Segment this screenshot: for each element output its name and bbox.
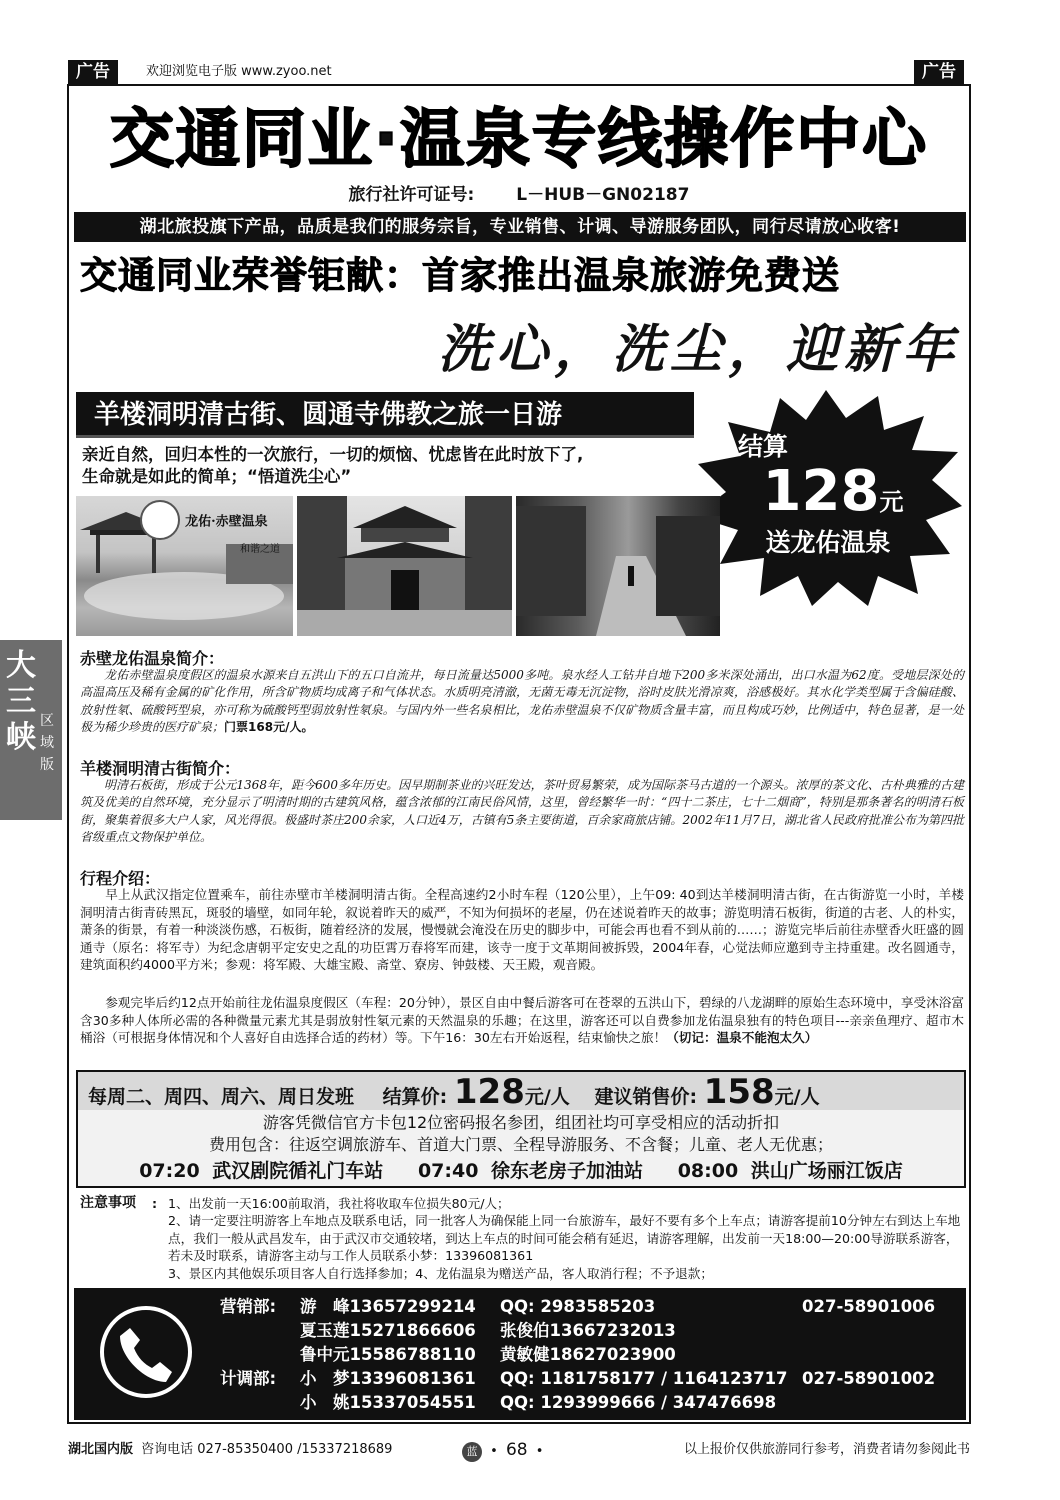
logo-seal-icon (140, 500, 180, 540)
footer-left (68, 1440, 392, 1460)
contact-qq: QQ: 2983585203 (500, 1297, 656, 1316)
promo-price: 128 (762, 459, 880, 524)
logo-name: 龙佑·赤壁温泉 (185, 514, 268, 530)
hot-spring-title: 赤壁龙佑温泉简介： (80, 649, 225, 668)
itinerary-warning: （切记：温泉不能泡太久） (666, 1030, 818, 1046)
footer-edition: 湖北国内版 (68, 1442, 134, 1457)
note-2: 2、请一定要注明游客上车地点及联系电话，同一批客人为确保能上同一台旅游车，最好不要有多个上车点；请游客提前10分钟左右到达上车地点，我们一般从武昌发车，由于武汉市交通较堵，到达上车点的时间可能会稍有延迟，请游客理解，出发前一天18:00—20:00导游联系游客，若未及时联系，请游客主动与工作人员联系小梦：13396081361 (168, 1213, 961, 1264)
street-icon (516, 496, 720, 636)
contact-qq: 黄敏健18627023900 (500, 1345, 676, 1364)
welcome-text: 欢迎浏览电子版 www.zyoo.net (146, 64, 332, 79)
pickup-stations (78, 1156, 964, 1186)
settle-price: 128 (453, 1072, 525, 1112)
footer-disclaimer: 以上报价仅供旅游同行参考，消费者请勿参阅此书 (683, 1442, 970, 1457)
pricing-header (78, 1072, 964, 1110)
promo-unit: 元 (879, 488, 904, 516)
contact-name: 鲁中元15586788110 (300, 1345, 476, 1364)
retail-unit: 元/人 (774, 1086, 820, 1108)
contact-name: 夏玉莲15271866606 (300, 1321, 476, 1340)
page-dot: • (490, 1444, 498, 1459)
license-line (70, 184, 968, 206)
footer-hotline: 咨询电话 027-85350400 /15337218689 (141, 1442, 393, 1457)
pricing-box (76, 1070, 966, 1188)
temple-photo (297, 496, 512, 636)
wechat-note: 游客凭微信官方卡包12位密码报名参团，组团社均可享受相应的活动折扣 (262, 1113, 780, 1132)
footer-page (462, 1440, 547, 1462)
station-time: 07:20 (139, 1160, 200, 1182)
logo-sub: 和谐之道 (240, 544, 280, 555)
intro-text (82, 444, 702, 488)
promo-starburst (688, 388, 964, 608)
slogan: 洗心，洗尘，迎新年 (437, 319, 960, 380)
side-tab-main: 大三峡 (6, 648, 36, 755)
station-time: 08:00 (677, 1160, 739, 1182)
promo-price-line (728, 460, 938, 537)
notes-label: 注意事项 (80, 1195, 136, 1211)
old-street-photo (516, 496, 720, 636)
license-label: 旅行社许可证号: (348, 185, 475, 205)
notes-section (80, 1195, 964, 1282)
schedule-text: 每周二、周四、周六、周日发班 (88, 1086, 355, 1108)
station-place: 洪山广场丽江饭店 (750, 1160, 903, 1182)
promo-label: 结算 (737, 432, 788, 461)
tour-name-bar: 羊楼洞明清古街、圆通寺佛教之旅一日游 (76, 392, 694, 438)
contact-landline: 027-58901006 (802, 1297, 936, 1316)
station-place: 徐东老房子加油站 (491, 1160, 644, 1182)
ad-tag-right: 广告 (914, 60, 964, 84)
itinerary-p1: 早上从武汉指定位置乘车，前往赤壁市羊楼洞明清古街。全程高速约2小时车程（120公里），上午09: 40到达羊楼洞明清古街，在古街游览一小时，羊楼洞明清古街青砖黑瓦，斑驳的墙壁，如同年轮，叙说着昨天的威严，不知为何损坏的老屋，仍在述说着昨天的故事；游览明清石板街，街道的古老、人的朴实，萧条的街景，有着一种淡淡伤感，石板街，随着经济的发展，慢慢就会淹没在历史的脚步中，可能会再也看不到从前的……；游览完毕后前往赤壁香火旺盛的圆通寺（原名：将军寺）为纪念唐朝平定安史之乱的功臣霄万春将军而建，该寺一度于文革期间被拆毁，2004年春，心觉法师应邀到寺主持重建。改名圆通寺，建筑面积约4000平方米；参观：将军殿、大雄宝殿、斋堂、寮房、钟鼓楼、天王殿，观音殿。 (80, 887, 964, 973)
old-street-body: 明清石板街，形成于公元1368年，距今600多年历史。因早期制茶业的兴旺发达，茶叶贸易繁荣，成为国际茶马古道的一个源头。浓厚的茶文化、古朴典雅的古建筑及优美的自然环境，充分显示了明清时期的古建筑风格，蕴含浓郁的江南民俗风情，这里，曾经繁华一时：“四十二茶庄，七十二烟商”，特别是那条著名的明清石板街，聚集着很多大户人家，风光得很。极盛时茶庄200余家，人口近4万，古镇有5条主要街道，百余家商旅店铺。2002年11月7日，湖北省人民政府批准公布为第四批省级重点文物保护单位。 (80, 778, 964, 845)
itinerary-p2 (80, 994, 964, 1047)
hot-spring-ticket: 门票168元/人。 (224, 720, 314, 735)
page-badge-icon: 蓝 (462, 1442, 482, 1462)
page-dot: • (535, 1444, 544, 1459)
contact-name: 小 梦13396081361 (300, 1369, 476, 1388)
contact-landline: 027-58901002 (802, 1369, 936, 1388)
headline: 交通同业荣誉钜献：首家推出温泉旅游免费送 (80, 254, 840, 297)
hot-spring-text: 龙佑赤壁温泉度假区的温泉水源来自五洪山下的五口自流井，每日流量达5000多吨。泉水经人工钻井自地下200多米深处涌出，出口水温为62度。受地层深处的高温高压及稀有金属的矿化作用，所含矿物质均成离子和气体状态。水质明亮清澈，无菌无毒无沉淀物，浴时皮肤光滑凉爽，浴感极好。其水化学类型属于含偏硅酸、放射性氡、硫酸钙型泉，亦可称为硫酸钙型弱放射性氡泉。与国内外一些名泉相比，龙佑赤壁温泉不仅矿物质含量丰富，而且构成巧妙，比例适中，特色显著，是一处极为稀少珍贵的医疗矿泉； (80, 668, 964, 735)
settle-label: 结算价: (382, 1086, 448, 1108)
sales-dept-label: 营销部: (220, 1297, 277, 1316)
resort-logo (140, 500, 290, 555)
intro-line-2: 生命就是如此的简单；“悟道洗尘心” (82, 467, 352, 486)
retail-label: 建议销售价: (594, 1086, 698, 1108)
fee-includes: 费用包含：往返空调旅游车、首道大门票、全程导游服务、不含餐；儿童、老人无优惠； (208, 1135, 833, 1154)
hot-spring-body (80, 667, 964, 737)
side-tab-sub: 区域版 (40, 713, 54, 773)
page-number: 68 (505, 1440, 528, 1460)
handset-glyph (104, 1310, 188, 1394)
contact-name: 小 姚15337054551 (300, 1393, 476, 1412)
tagline-strip: 湖北旅投旗下产品，品质是我们的服务宗旨，专业销售、计调、导游服务团队，同行尽请放心收客! (74, 212, 966, 242)
notes-colon: : (152, 1196, 158, 1211)
contact-qq: QQ: 1181758177 / 1164123717 (500, 1369, 788, 1388)
ops-dept-label: 计调部: (220, 1369, 277, 1388)
contact-qq: QQ: 1293999666 / 347476698 (500, 1393, 777, 1412)
ad-tag-left: 广告 (68, 60, 118, 84)
contact-name: 游 峰13657299214 (300, 1297, 476, 1316)
phone-icon (100, 1306, 192, 1398)
intro-line-1: 亲近自然，回归本性的一次旅行，一切的烦恼、忧虑皆在此时放下了, (82, 445, 584, 464)
itinerary-title: 行程介绍： (80, 869, 161, 888)
page-title: 交通同业·温泉专线操作中心 (109, 103, 929, 177)
hot-spring-photo (76, 496, 293, 636)
old-street-title: 羊楼洞明清古街简介： (80, 759, 241, 778)
station-place: 武汉剧院循礼门车站 (212, 1160, 384, 1182)
note-3: 3、景区内其他娱乐项目客人自行选择参加；4、龙佑温泉为赠送产品，客人取消行程；不予退款； (168, 1265, 713, 1281)
station-time: 07:40 (417, 1160, 479, 1182)
region-side-tab (0, 640, 62, 820)
note-1: 1、出发前一天16:00前取消，我社将收取车位损失80元/人； (168, 1196, 510, 1211)
contact-qq: 张俊伯13667232013 (500, 1321, 676, 1340)
temple-gate-icon (297, 496, 512, 636)
license-code: L－HUB－GN02187 (516, 185, 690, 205)
itinerary-p2-text: 参观完毕后约12点开始前往龙佑温泉度假区（车程：20分钟），景区自由中餐后游客可在苍翠的五洪山下，碧绿的八龙湖畔的原始生态环境中，享受沐浴富含30多种人体所必需的各种微量元素尤其是弱放射性氡元素的天然温泉的乐趣；在这里，游客还可以自费参加龙佑温泉独有的特色项目---亲亲鱼理疗、超市木桶浴（可根据身体情况和个人喜好自由选择合适的药材）等。下午16：30左右开始返程，结束愉快之旅！ (80, 995, 964, 1046)
promo-gift: 送龙佑温泉 (765, 528, 891, 557)
settle-unit: 元/人 (524, 1086, 570, 1108)
contact-box (74, 1288, 966, 1420)
retail-price: 158 (703, 1072, 775, 1112)
